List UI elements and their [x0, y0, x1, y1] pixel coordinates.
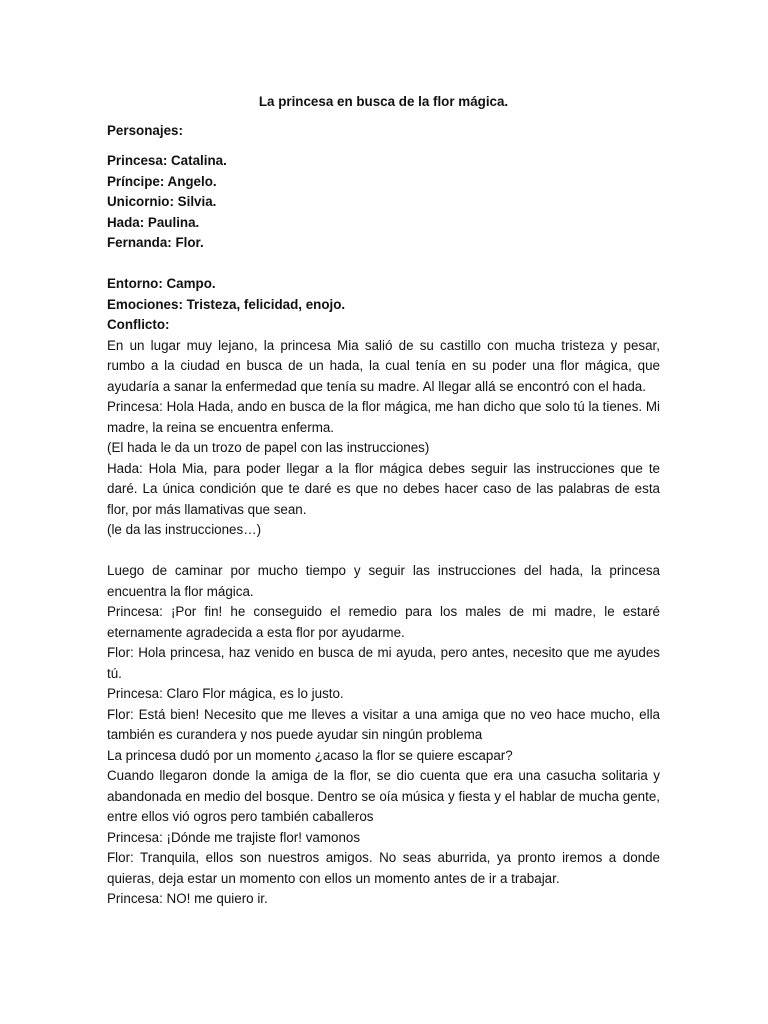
dialogue-line: Hada: Hola Mia, para poder llegar a la flor mágica debes seguir las instrucciones que te daré. La única condición que te daré es que no debes hacer caso de las palabras de esta flor, por más llamativas que sean. [107, 460, 660, 517]
characters-heading: Personajes: [107, 122, 183, 138]
dialogue-line: Princesa: ¡Por fin! he conseguido el remedio para los males de mi madre, le estaré eternamente agradecida a esta flor por ayudarme. [107, 604, 660, 640]
spacer [107, 541, 660, 562]
story-body-part1 [107, 336, 660, 541]
character-item: Fernanda: Flor. [107, 235, 204, 250]
story-paragraph: La princesa dudó por un momento ¿acaso la flor se quiere escapar? [107, 747, 513, 763]
dialogue-line: Flor: Tranquila, ellos son nuestros amigos. No seas aburrida, ya pronto iremos a donde quieras, deja estar un momento con ellos un momento antes de ir a trabajar. [107, 850, 660, 886]
story-paragraph: Cuando llegaron donde la amiga de la flor, se dio cuenta que era una casucha solitaria y abandonada en medio del bosque. Dentro se oía música y fiesta y el hablar de mucha gente, entre ellos vió ogros pero también caballeros [107, 768, 660, 824]
setting-line: Entorno: Campo. [107, 276, 216, 291]
characters-list [107, 151, 660, 254]
story-body-part2 [107, 561, 660, 910]
document-title: La princesa en busca de la flor mágica. [258, 94, 509, 109]
emotions-line: Emociones: Tristeza, felicidad, enojo. [107, 296, 346, 312]
dialogue-line: Princesa: ¡Dónde me trajiste flor! vamonos [107, 829, 361, 845]
character-item: Hada: Paulina. [107, 214, 200, 230]
document-page [107, 92, 660, 910]
character-item: Príncipe: Angelo. [107, 173, 217, 189]
story-paragraph: Luego de caminar por mucho tiempo y seguir las instrucciones del hada, la princesa encuentra la flor mágica. [107, 563, 660, 599]
conflict-heading: Conflicto: [107, 317, 170, 332]
stage-direction: (le da las instrucciones…) [107, 522, 262, 537]
spacer [107, 254, 660, 275]
dialogue-line: Flor: Está bien! Necesito que me lleves a visitar a una amiga que no veo hace mucho, ella también es curandera y nos puede ayudar sin ningún problema [107, 706, 660, 742]
character-item: Princesa: Catalina. [107, 153, 227, 168]
dialogue-line: Princesa: Hola Hada, ando en busca de la flor mágica, me han dicho que solo tú la tienes. Mi madre, la reina se encuentra enferma. [107, 399, 660, 435]
dialogue-line: Princesa: Claro Flor mágica, es lo justo. [107, 686, 344, 701]
dialogue-line: Princesa: NO! me quiero ir. [107, 891, 268, 906]
stage-direction: (El hada le da un trozo de papel con las instrucciones) [107, 440, 430, 455]
story-paragraph: En un lugar muy lejano, la princesa Mia salió de su castillo con mucha tristeza y pesar, rumbo a la ciudad en busca de un hada, la cual tenía en su poder una flor mágica, que ayudaría a sanar la enfermedad que tenía su madre. Al llegar allá se encontró con el hada. [107, 337, 660, 394]
character-item: Unicornio: Silvia. [107, 194, 217, 209]
dialogue-line: Flor: Hola princesa, haz venido en busca de mi ayuda, pero antes, necesito que me ayudes tú. [107, 645, 660, 681]
